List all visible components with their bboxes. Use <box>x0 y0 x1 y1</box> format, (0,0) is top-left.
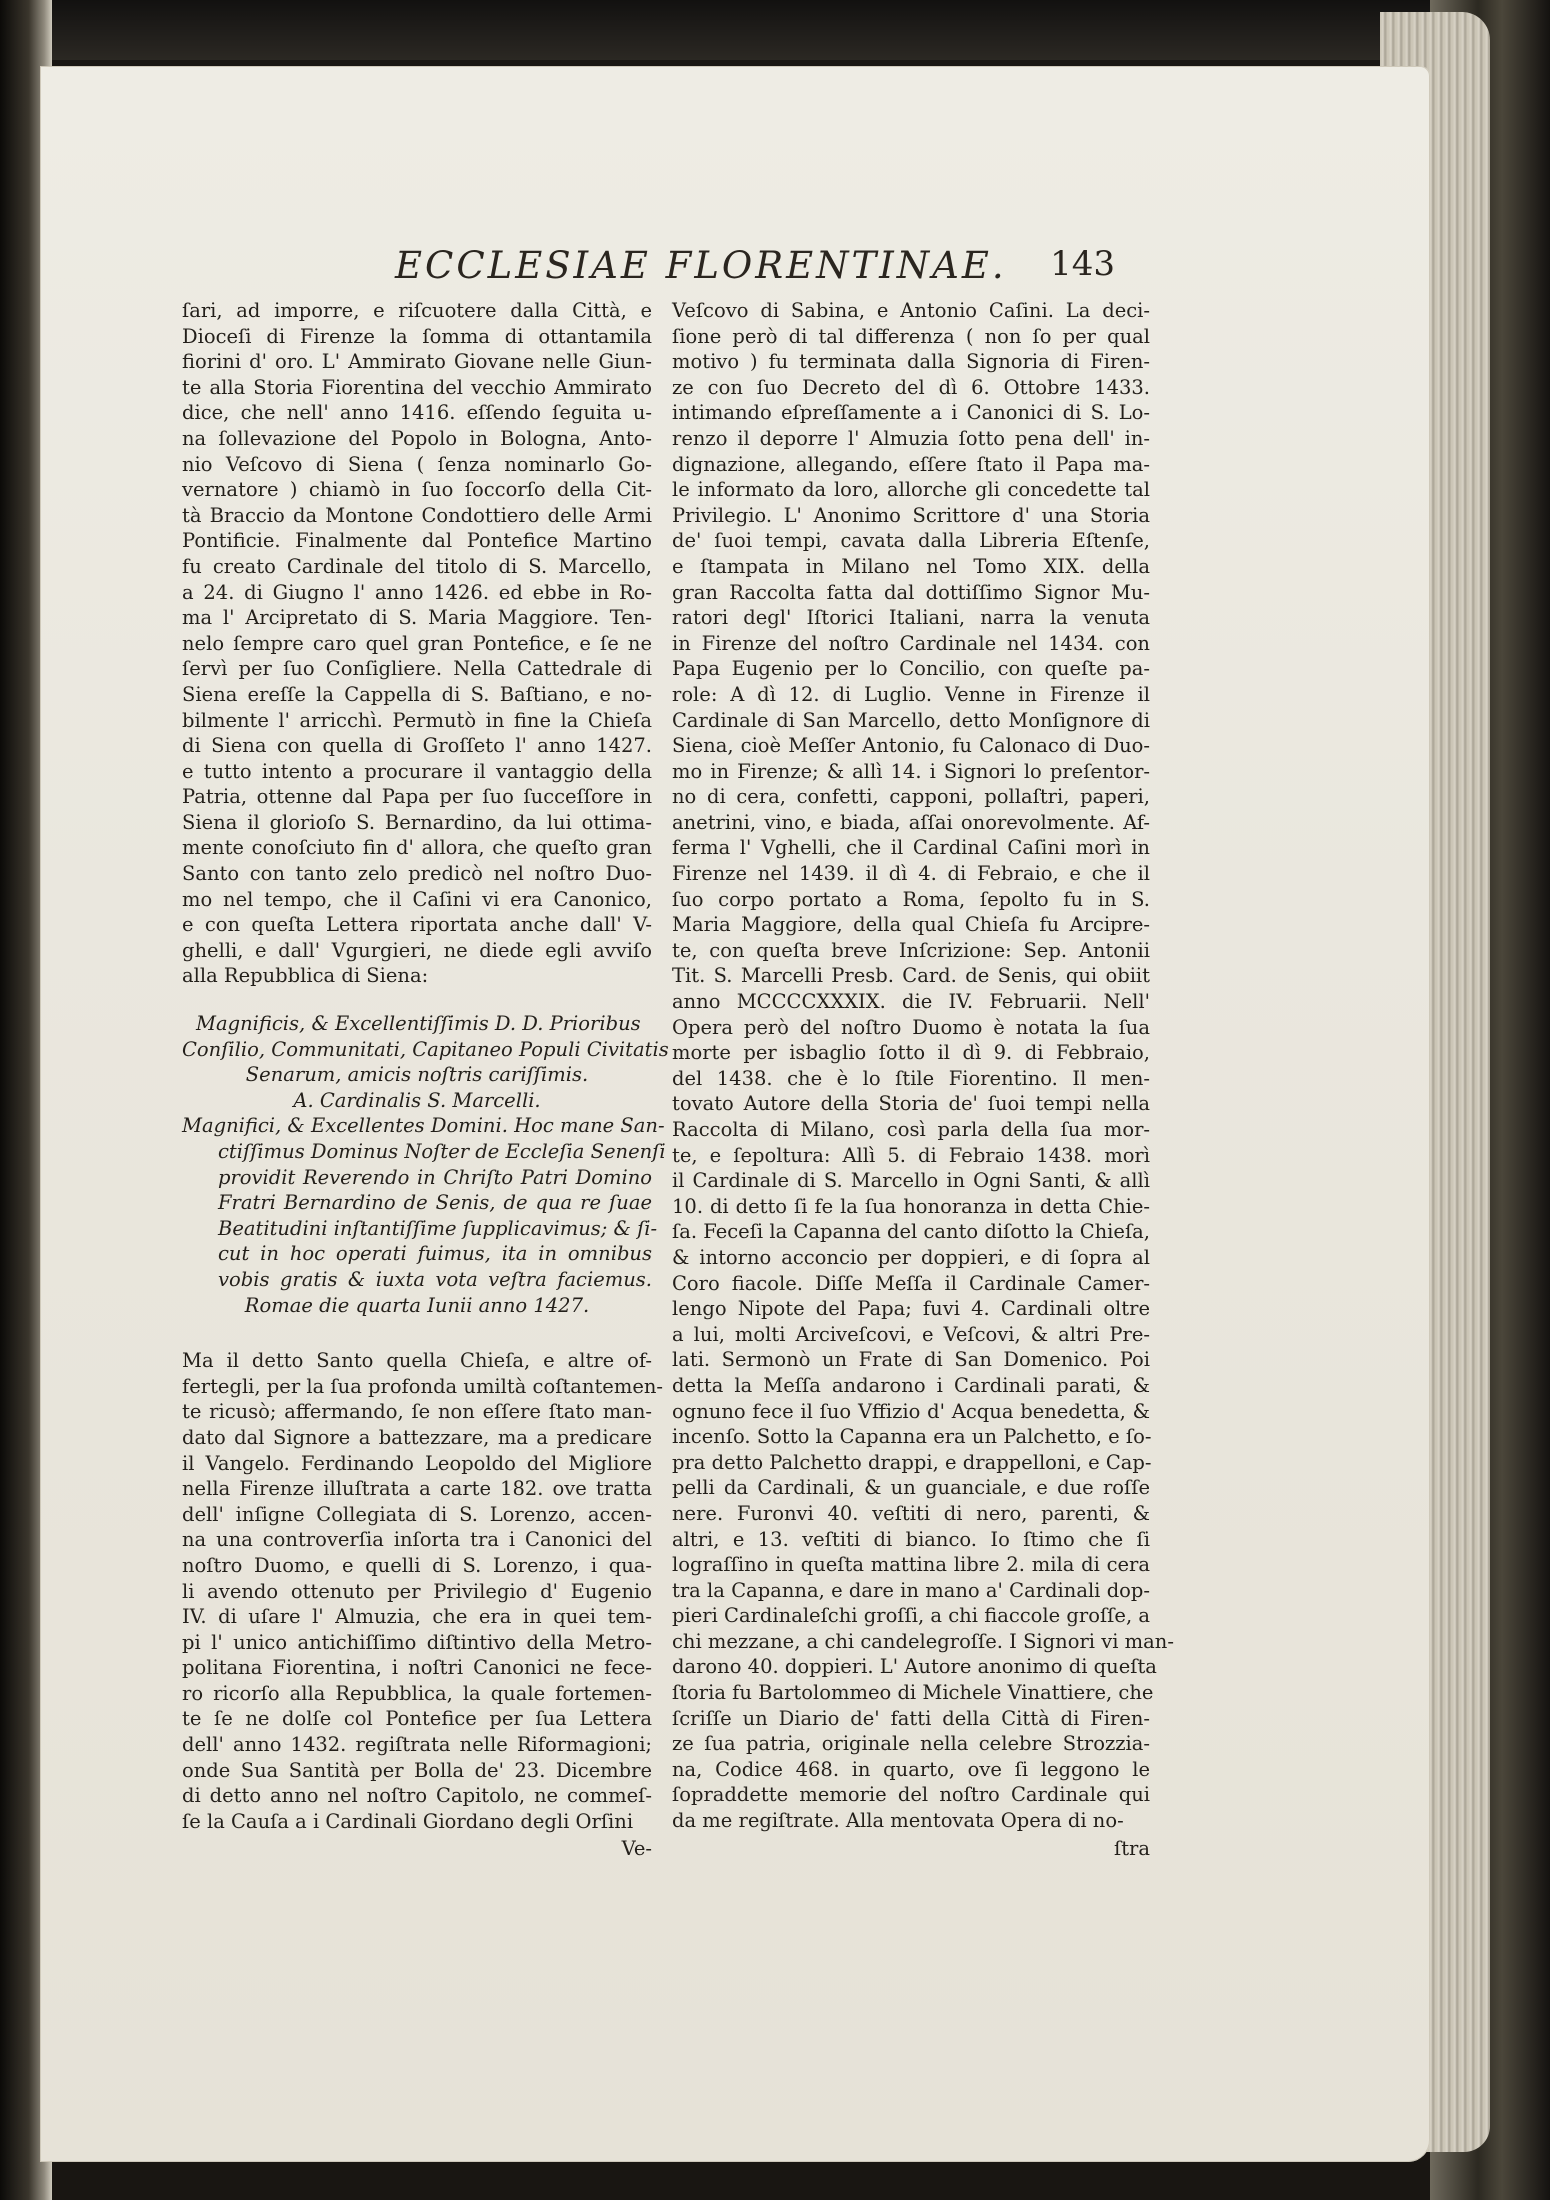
text-line: e ſtampata in Milano nel Tomo XIX. della <box>672 554 1150 578</box>
text-line: te alla Storia Fiorentina del vecchio Ammirato <box>182 375 652 399</box>
text-line: Tit. S. Marcelli Presb. Card. de Senis, qui obiit <box>672 964 1150 988</box>
text-line: cut in hoc operati fuimus, ita in omnibus <box>218 1242 652 1266</box>
text-line: il Vangelo. Ferdinando Leopoldo del Migliore <box>182 1451 652 1475</box>
text-line: e con queſta Lettera riportata anche dall' V- <box>182 913 652 937</box>
text-line: tra la Capanna, e dare in mano a' Cardinali dop- <box>672 1578 1150 1602</box>
text-line: Raccolta di Milano, così parla della ſua mor- <box>672 1118 1150 1141</box>
text-line: li avendo ottenuto per Privilegio d' Eugenio <box>182 1579 652 1603</box>
text-line: ro ricorſo alla Repubblica, la quale fortemen- <box>182 1681 652 1705</box>
text-line: Senarum, amicis noſtris cariſſimis. <box>245 1063 589 1087</box>
text-line: ghelli, e dall' Vgurgieri, ne diede egli avviſo <box>182 938 652 962</box>
text-line: A. Cardinalis S. Marcelli. <box>293 1088 541 1112</box>
text-line: Fratri Bernardino de Senis, de qua re ſuae <box>218 1191 652 1215</box>
text-line: Cardinale di San Marcello, detto Monſignore di <box>672 708 1150 732</box>
text-line: te ſe ne dolſe col Pontefice per ſua Lettera <box>182 1707 652 1731</box>
text-line: dice, che nell' anno 1416. eſſendo ſeguita u- <box>182 401 652 425</box>
text-line: pra detto Palchetto drappi, e drappelloni, e Cap- <box>672 1450 1152 1474</box>
text-line: Dioceſi di Firenze la ſomma di ottantamila <box>182 324 652 348</box>
text-line: noſtro Duomo, e quelli di S. Lorenzo, i qua- <box>182 1553 652 1577</box>
text-line: nella Firenze illuſtrata a carte 182. ove tratta <box>182 1477 652 1501</box>
text-line: Maria Maggiore, della qual Chieſa fu Arcipre- <box>672 913 1150 937</box>
text-line: ze ſua patria, originale nella celebre Strozzia- <box>672 1732 1150 1756</box>
text-line: anno MCCCCXXXIX. die IV. Februarii. Nell' <box>672 990 1150 1014</box>
text-line: pieri Cardinaleſchi groſſi, a chi fiaccole groſſe, a <box>672 1604 1150 1628</box>
catchword-left: Ve- <box>621 1837 652 1861</box>
text-line: Siena ereſſe la Cappella di S. Baſtiano, e no- <box>182 682 652 706</box>
left-column-text-continued <box>182 1348 664 1834</box>
catchword-right: ſtra <box>1113 1836 1150 1860</box>
text-line: lengo Nipote del Papa; fuvi 4. Cardinali oltre <box>672 1297 1150 1321</box>
text-line: chi mezzane, a chi candelegroſſe. I Signori vi man- <box>672 1629 1174 1653</box>
text-line: na una controverſia inſorta tra i Canonici del <box>182 1528 652 1552</box>
text-line: intimando eſpreſſamente a i Canonici di S. Lo- <box>672 401 1150 425</box>
text-line: mente conoſciuto fin d' allora, che queſto gran <box>182 836 652 860</box>
text-line: Siena, cioè Meſſer Antonio, fu Calonaco di Duo- <box>672 734 1150 758</box>
text-line: na, Codice 468. in quarto, ove ſi leggono le <box>672 1757 1150 1781</box>
text-line: nio Veſcovo di Siena ( ſenza nominarlo Go- <box>182 452 652 476</box>
text-line: fu creato Cardinale del titolo di S. Marcello, <box>182 554 652 578</box>
text-line: Coro fiacole. Diſſe Meſſa il Cardinale Camer- <box>672 1271 1150 1295</box>
text-line: il Cardinale di S. Marcello in Ogni Santi, & allì <box>672 1169 1150 1193</box>
text-line: a lui, molti Arciveſcovi, e Veſcovi, & altri Pre- <box>672 1322 1150 1346</box>
text-line: tà Braccio da Montone Condottiero delle Armi <box>182 503 652 527</box>
text-line: lograſſino in queſta mattina libre 2. mila di cera <box>672 1553 1150 1577</box>
text-line: morte per isbaglio ſotto il dì 9. di Febbraio, <box>672 1041 1150 1065</box>
right-column <box>672 298 1174 1860</box>
text-line: Firenze nel 1439. il dì 4. di Febraio, e che il <box>672 862 1150 886</box>
latin-letter <box>182 1011 669 1318</box>
text-line: te ricusò; affermando, ſe non eſſere ſtato man- <box>182 1400 652 1424</box>
text-line: mo nel tempo, che il Caſini vi era Canonico, <box>182 887 652 911</box>
text-line: pi l' unico antichiſſimo diſtintivo della Metro- <box>182 1630 652 1654</box>
text-line: Opera però del noſtro Duomo è notata la ſua <box>672 1015 1150 1039</box>
text-line: del 1438. che è lo ſtile Fiorentino. Il men- <box>672 1066 1150 1090</box>
text-line: dell' inſigne Collegiata di S. Lorenzo, accen- <box>182 1502 652 1526</box>
text-line: Siena il glorioſo S. Bernardino, da lui ottima- <box>182 810 652 834</box>
text-line: role: A dì 12. di Luglio. Venne in Firenze il <box>672 682 1150 706</box>
text-line: anetrini, vino, e biada, aſſai onorevolmente. Af- <box>672 810 1150 834</box>
text-line: IV. di uſare l' Almuzia, che era in quei tem- <box>182 1605 652 1629</box>
text-line: da me regiſtrate. Alla mentovata Opera di no- <box>672 1809 1124 1833</box>
text-line: na ſollevazione del Popolo in Bologna, Anto- <box>182 426 652 450</box>
scan-background-top <box>0 0 1550 60</box>
text-line: pelli da Cardinali, & un guanciale, e due roſſe <box>672 1476 1150 1500</box>
text-line: Magnifici, & Excellentes Domini. Hoc mane San- <box>182 1114 665 1138</box>
text-line: ſe la Cauſa a i Cardinali Giordano degli Orſini <box>182 1809 634 1833</box>
text-line: detta la Meſſa andarono i Cardinali parati, & <box>672 1373 1150 1397</box>
text-line: alla Repubblica di Siena: <box>182 964 429 988</box>
text-line: ſcriſſe un Diario de' fatti della Città di Firen- <box>672 1706 1150 1730</box>
text-line: onde Sua Santità per Bolla de' 23. Dicembre <box>182 1758 652 1782</box>
text-line: nelo ſempre caro quel gran Pontefice, e ſe ne <box>182 631 652 655</box>
text-line: Romae die quarta Iunii anno 1427. <box>244 1293 590 1317</box>
text-line: Magnificis, & Excellentiſſimis D. D. Prioribus <box>196 1012 641 1036</box>
text-line: Patria, ottenne dal Papa per ſuo ſucceſſore in <box>182 785 652 809</box>
text-line: ſione però di tal differenza ( non ſo per qual <box>672 324 1150 348</box>
text-line: gran Raccolta fatta dal dottiſſimo Signor Mu- <box>672 580 1150 604</box>
text-line: mo in Firenze; & allì 14. i Signori lo preſentor- <box>672 759 1150 783</box>
text-line: Pontificie. Finalmente dal Pontefice Martino <box>182 529 652 553</box>
right-column-text <box>672 298 1174 1834</box>
text-line: darono 40. doppieri. L' Autore anonimo di queſta <box>672 1655 1157 1679</box>
text-line: vobis gratis & iuxta vota veſtra faciemus. <box>218 1267 652 1291</box>
text-line: Privilegio. L' Anonimo Scrittore d' una Storia <box>672 503 1150 527</box>
text-line: ferma l' Vghelli, che il Cardinal Caſini morì in <box>672 836 1150 860</box>
text-line: ſa. Feceſi la Capanna del canto diſotto la Chieſa, <box>672 1220 1150 1244</box>
text-line: no di cera, confetti, capponi, pollaſtri, paperi, <box>672 785 1150 809</box>
text-line: incenſo. Sotto la Capanna era un Palchetto, e ſo- <box>672 1425 1152 1449</box>
text-line: te, con queſta breve Inſcrizione: Sep. Antonii <box>672 938 1150 962</box>
text-line: bilmente l' arricchì. Permutò in fine la Chieſa <box>182 708 652 732</box>
text-line: a 24. di Giugno l' anno 1426. ed ebbe in Ro- <box>182 580 652 604</box>
text-line: dato dal Signore a battezzare, ma a predicare <box>182 1425 652 1449</box>
text-line: de' ſuoi tempi, cavata dalla Libreria Eſtenſe, <box>672 529 1150 553</box>
text-line: renzo il deporre l' Almuzia ſotto pena dell' in- <box>672 426 1150 450</box>
text-line: ſuo corpo portato a Roma, ſepolto fu in S. <box>672 887 1150 911</box>
text-line: ſari, ad imporre, e riſcuotere dalla Città, e <box>182 299 652 322</box>
text-line: le informato da loro, allorche gli concedette tal <box>672 478 1150 502</box>
text-line: ſervì per ſuo Conſigliere. Nella Cattedrale di <box>182 657 652 681</box>
running-title: ECCLESIAE FLORENTINAE. <box>395 244 1007 287</box>
text-line: Beatitudini inſtantiſſime ſupplicavimus; & ſi- <box>218 1216 658 1240</box>
text-line: 10. di detto ſi fe la ſua honoranza in detta Chie- <box>672 1194 1150 1218</box>
text-line: lati. Sermonò un Frate di San Domenico. Poi <box>672 1348 1150 1372</box>
text-line: dignazione, allegando, eſſere ſtato il Papa ma- <box>672 452 1150 476</box>
text-line: Conſilio, Communitati, Capitaneo Populi Civitatis <box>182 1037 669 1061</box>
text-line: ratori degl' Iſtorici Italiani, narra la venuta <box>672 606 1150 630</box>
text-line: politana Fiorentina, i noſtri Canonici ne fece- <box>182 1656 652 1680</box>
text-line: in Firenze del noſtro Cardinale nel 1434. con <box>672 631 1150 655</box>
text-line: vernatore ) chiamò in ſuo ſoccorſo della Cit- <box>182 478 652 502</box>
text-line: e tutto intento a procurare il vantaggio della <box>182 759 652 783</box>
text-line: ze con ſuo Decreto del dì 6. Ottobre 1433. <box>672 375 1150 399</box>
page-header <box>395 244 1115 292</box>
text-line: ma l' Arcipretato di S. Maria Maggiore. Ten- <box>182 606 652 630</box>
text-line: altri, e 13. veſtiti di bianco. Io ſtimo che ſi <box>672 1527 1150 1551</box>
text-line: & intorno acconcio per doppieri, e di ſopra al <box>672 1245 1150 1269</box>
text-line: Veſcovo di Sabina, e Antonio Caſini. La deci- <box>672 299 1150 322</box>
text-line: di detto anno nel noſtro Capitolo, ne commeſ- <box>182 1784 652 1808</box>
text-line: ſopraddette memorie del noſtro Cardinale qui <box>672 1783 1150 1807</box>
text-line: dell' anno 1432. regiſtrata nelle Riformagioni; <box>182 1733 652 1757</box>
text-line: ognuno fece il ſuo Vffizio d' Acqua benedetta, & <box>672 1399 1150 1423</box>
text-line: te, e ſepoltura: Allì 5. di Febraio 1438. morì <box>672 1143 1150 1167</box>
text-line: ctiſſimus Dominus Noſter de Eccleſia Senenſi <box>218 1140 666 1163</box>
text-line: Ma il detto Santo quella Chieſa, e altre of- <box>182 1349 652 1373</box>
text-line: tovato Autore della Storia de' ſuoi tempi nella <box>672 1092 1150 1116</box>
text-line: providit Reverendo in Chriſto Patri Domino <box>218 1165 652 1189</box>
text-line: nere. Furonvi 40. veſtiti di nero, parenti, & <box>672 1501 1150 1525</box>
text-line: di Siena con quella di Groſſeto l' anno 1427. <box>182 734 652 758</box>
text-line: fiorini d' oro. L' Ammirato Giovane nelle Giun- <box>182 350 652 374</box>
text-line: Papa Eugenio per lo Concilio, con queſte pa- <box>672 657 1150 681</box>
left-column-text <box>182 298 652 989</box>
text-line: ſtoria fu Bartolommeo di Michele Vinattiere, che <box>672 1681 1154 1705</box>
text-line: fertegli, per la ſua profonda umiltà coſtantemen- <box>182 1374 664 1398</box>
text-line: Santo con tanto zelo predicò nel noſtro Duo- <box>182 862 652 886</box>
page-number: 143 <box>1050 244 1115 284</box>
left-column <box>182 298 669 1861</box>
text-line: motivo ) fu terminata dalla Signoria di Firen- <box>672 350 1150 374</box>
